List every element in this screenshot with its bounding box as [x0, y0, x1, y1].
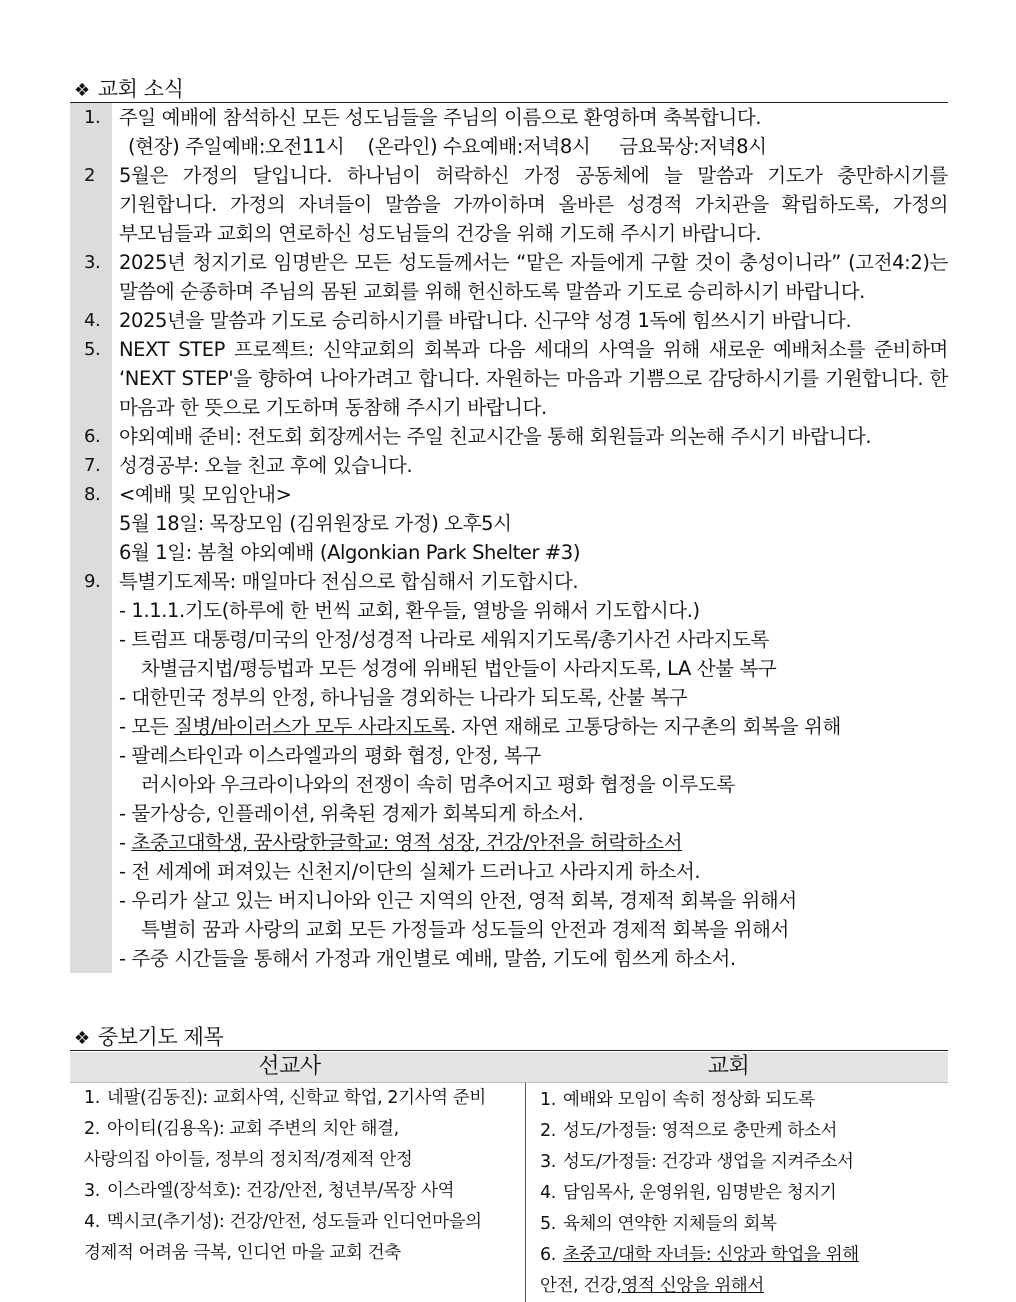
missionary-item: 2. 아이티(김용옥): 교회 주변의 치안 해결,: [84, 1119, 399, 1139]
news-heading-text: 교회 소식: [97, 77, 184, 101]
news-item-text: 5월은 가정의 달입니다. 하나님이 허락하신 가정 공동체에 늘 말씀과 기도가 충만하시기를 기원합니다. 가정의 자녀들이 말씀을 가까이하며 올바른 성경적 가치관을 확립하도록, 가정의 부모님들과 교회의 연로하신 성도님들의 건강을 위해 기도해 주시기 바랍니다.: [119, 164, 948, 245]
service-times: (현장) 주일예배:오전11시 (온라인) 수요예배:저녁8시 금요묵상:저녁8시: [128, 135, 767, 158]
prayer-bullet: - 팔레스타인과 이스라엘과의 평화 협정, 안정, 복구: [119, 744, 541, 767]
news-item-number: 5.: [70, 335, 112, 422]
news-item-3: [70, 248, 948, 306]
schedule-line: 5월 18일: 목장모임 (김위원장로 가정) 오후5시: [119, 512, 512, 535]
news-item-number: 3.: [70, 248, 112, 306]
diamond-bullet-icon: ❖: [74, 1028, 90, 1049]
missionary-item: 1. 네팔(김동진): 교회사역, 신학교 학업, 2기사역 준비: [84, 1088, 486, 1108]
news-item-text: 2025년을 말씀과 기도로 승리하시기를 바랍니다. 신구약 성경 1독에 힘쓰시기 바랍니다.: [119, 309, 852, 332]
prayer-table: [70, 1052, 948, 1302]
news-item-5: [70, 335, 948, 422]
news-list: [70, 103, 948, 973]
news-item-number: 7.: [70, 451, 112, 480]
schedule-line: 6월 1일: 봄철 야외예배 (Algonkian Park Shelter #3): [119, 541, 581, 564]
church-item: 2. 성도/가정들: 영적으로 충만케 하소서: [540, 1121, 838, 1141]
church-item: 1. 예배와 모임이 속히 정상화 되도록: [540, 1090, 815, 1110]
news-item-text: 2025년 청지기로 임명받은 모든 성도들께서는 “맡은 자들에게 구할 것이 충성이니라” (고전4:2)는 말씀에 순종하며 주님의 몸된 교회를 위해 헌신하도록 말씀과 기도로 승리하시기 바랍니다.: [119, 251, 948, 303]
prayer-bullet-continued: 차별금지법/평등법과 모든 성경에 위배된 법안들이 사라지도록, LA 산불 복구: [141, 657, 777, 680]
prayer-bullet: - 트럼프 대통령/미국의 안정/성경적 나라로 세워지기도록/총기사건 사라지도록: [119, 628, 769, 651]
missionary-item-continued: 경제적 어려움 극복, 인디언 마을 교회 건축: [84, 1243, 401, 1263]
prayer-bullet: - 주중 시간들을 통해서 가정과 개인별로 예배, 말씀, 기도에 힘쓰게 하소서.: [119, 947, 736, 970]
prayer-heading-rule: [70, 1050, 948, 1051]
prayer-bullet: - 우리가 살고 있는 버지니아와 인근 지역의 안전, 영적 회복, 경제적 회복을 위해서: [119, 889, 797, 912]
prayer-topics-title: 특별기도제목: 매일마다 전심으로 합심해서 기도합시다.: [119, 570, 579, 593]
news-item-text: 야외예배 준비: 전도회 회장께서는 주일 친교시간을 통해 회원들과 의논해 주시기 바랍니다.: [119, 425, 872, 448]
news-item-number: 9.: [70, 567, 112, 973]
church-item: 6. 초중고/대학 자녀들: 신앙과 학업을 위해: [540, 1245, 859, 1265]
news-item-number: 6.: [70, 422, 112, 451]
prayer-section-heading: [74, 1024, 223, 1052]
column-header-missionary: 선교사: [258, 1054, 321, 1079]
church-item: 4. 담임목사, 운영위원, 임명받은 청지기: [540, 1183, 837, 1203]
news-item-2: [70, 161, 948, 248]
column-header-church: 교회: [707, 1054, 750, 1079]
news-item-9: [70, 567, 948, 973]
news-item-8: [70, 480, 948, 567]
missionary-item: 3. 이스라엘(장석호): 건강/안전, 청년부/목장 사역: [84, 1181, 455, 1201]
news-item-text: 주일 예배에 참석하신 모든 성도님들을 주님의 이름으로 환영하며 축복합니다.: [119, 106, 762, 129]
news-item-number: 4.: [70, 306, 112, 335]
news-item-6: [70, 422, 948, 451]
schedule-title: <예배 및 모임안내>: [119, 483, 292, 506]
news-section-heading: [74, 76, 184, 104]
news-item-4: [70, 306, 948, 335]
church-item: 5. 육체의 연약한 지체들의 회복: [540, 1214, 777, 1234]
missionary-column: [70, 1083, 526, 1302]
prayer-bullet: - 모든 질병/바이러스가 모두 사라지도록. 자연 재해로 고통당하는 지구촌의 회복을 위해: [119, 715, 841, 738]
prayer-bullet: - 초중고대학생, 꿈사랑한글학교: 영적 성장, 건강/안전을 허락하소서: [119, 831, 683, 854]
prayer-bullet: - 물가상승, 인플레이션, 위축된 경제가 회복되게 하소서.: [119, 802, 584, 825]
prayer-table-header: [70, 1052, 948, 1083]
prayer-bullet: - 전 세계에 퍼져있는 신천지/이단의 실체가 드러나고 사라지게 하소서.: [119, 860, 701, 883]
prayer-bullet: - 1.1.1.기도(하루에 한 번씩 교회, 환우들, 열방을 위해서 기도합시다.): [119, 599, 700, 622]
news-item-7: [70, 451, 948, 480]
news-item-text: 성경공부: 오늘 친교 후에 있습니다.: [119, 454, 413, 477]
prayer-bullet-continued: 러시아와 우크라이나와의 전쟁이 속히 멈추어지고 평화 협정을 이루도록: [141, 773, 735, 796]
prayer-bullet: - 대한민국 정부의 안정, 하나님을 경외하는 나라가 되도록, 산불 복구: [119, 686, 688, 709]
news-item-number: 2: [70, 161, 112, 248]
missionary-item-continued: 사랑의집 아이들, 정부의 정치적/경제적 안정: [84, 1150, 413, 1170]
prayer-bullet-continued: 특별히 꿈과 사랑의 교회 모든 가정들과 성도들의 안전과 경제적 회복을 위해서: [141, 918, 789, 941]
news-item-number: 8.: [70, 480, 112, 567]
church-item-continued: 안전, 건강, 영적 신앙을 위해서: [540, 1276, 764, 1296]
prayer-heading-text: 중보기도 제목: [97, 1025, 224, 1049]
church-column: [526, 1083, 948, 1302]
news-item-number: 1.: [70, 103, 112, 161]
diamond-bullet-icon: ❖: [74, 80, 90, 101]
missionary-item: 4. 멕시코(추기성): 건강/안전, 성도들과 인디언마을의: [84, 1212, 482, 1232]
news-item-text: NEXT STEP 프로젝트: 신약교회의 회복과 다음 세대의 사역을 위해 새로운 예배처소를 준비하며 ‘NEXT STEP'을 향하여 나아가려고 합니다. 자원하는 마음과 기쁨으로 감당하시기를 기원합니다. 한 마음과 한 뜻으로 기도하며 동참해 주시기 바랍니다.: [119, 338, 948, 419]
news-item-1: [70, 103, 948, 161]
church-item: 3. 성도/가정들: 건강과 생업을 지켜주소서: [540, 1152, 854, 1172]
